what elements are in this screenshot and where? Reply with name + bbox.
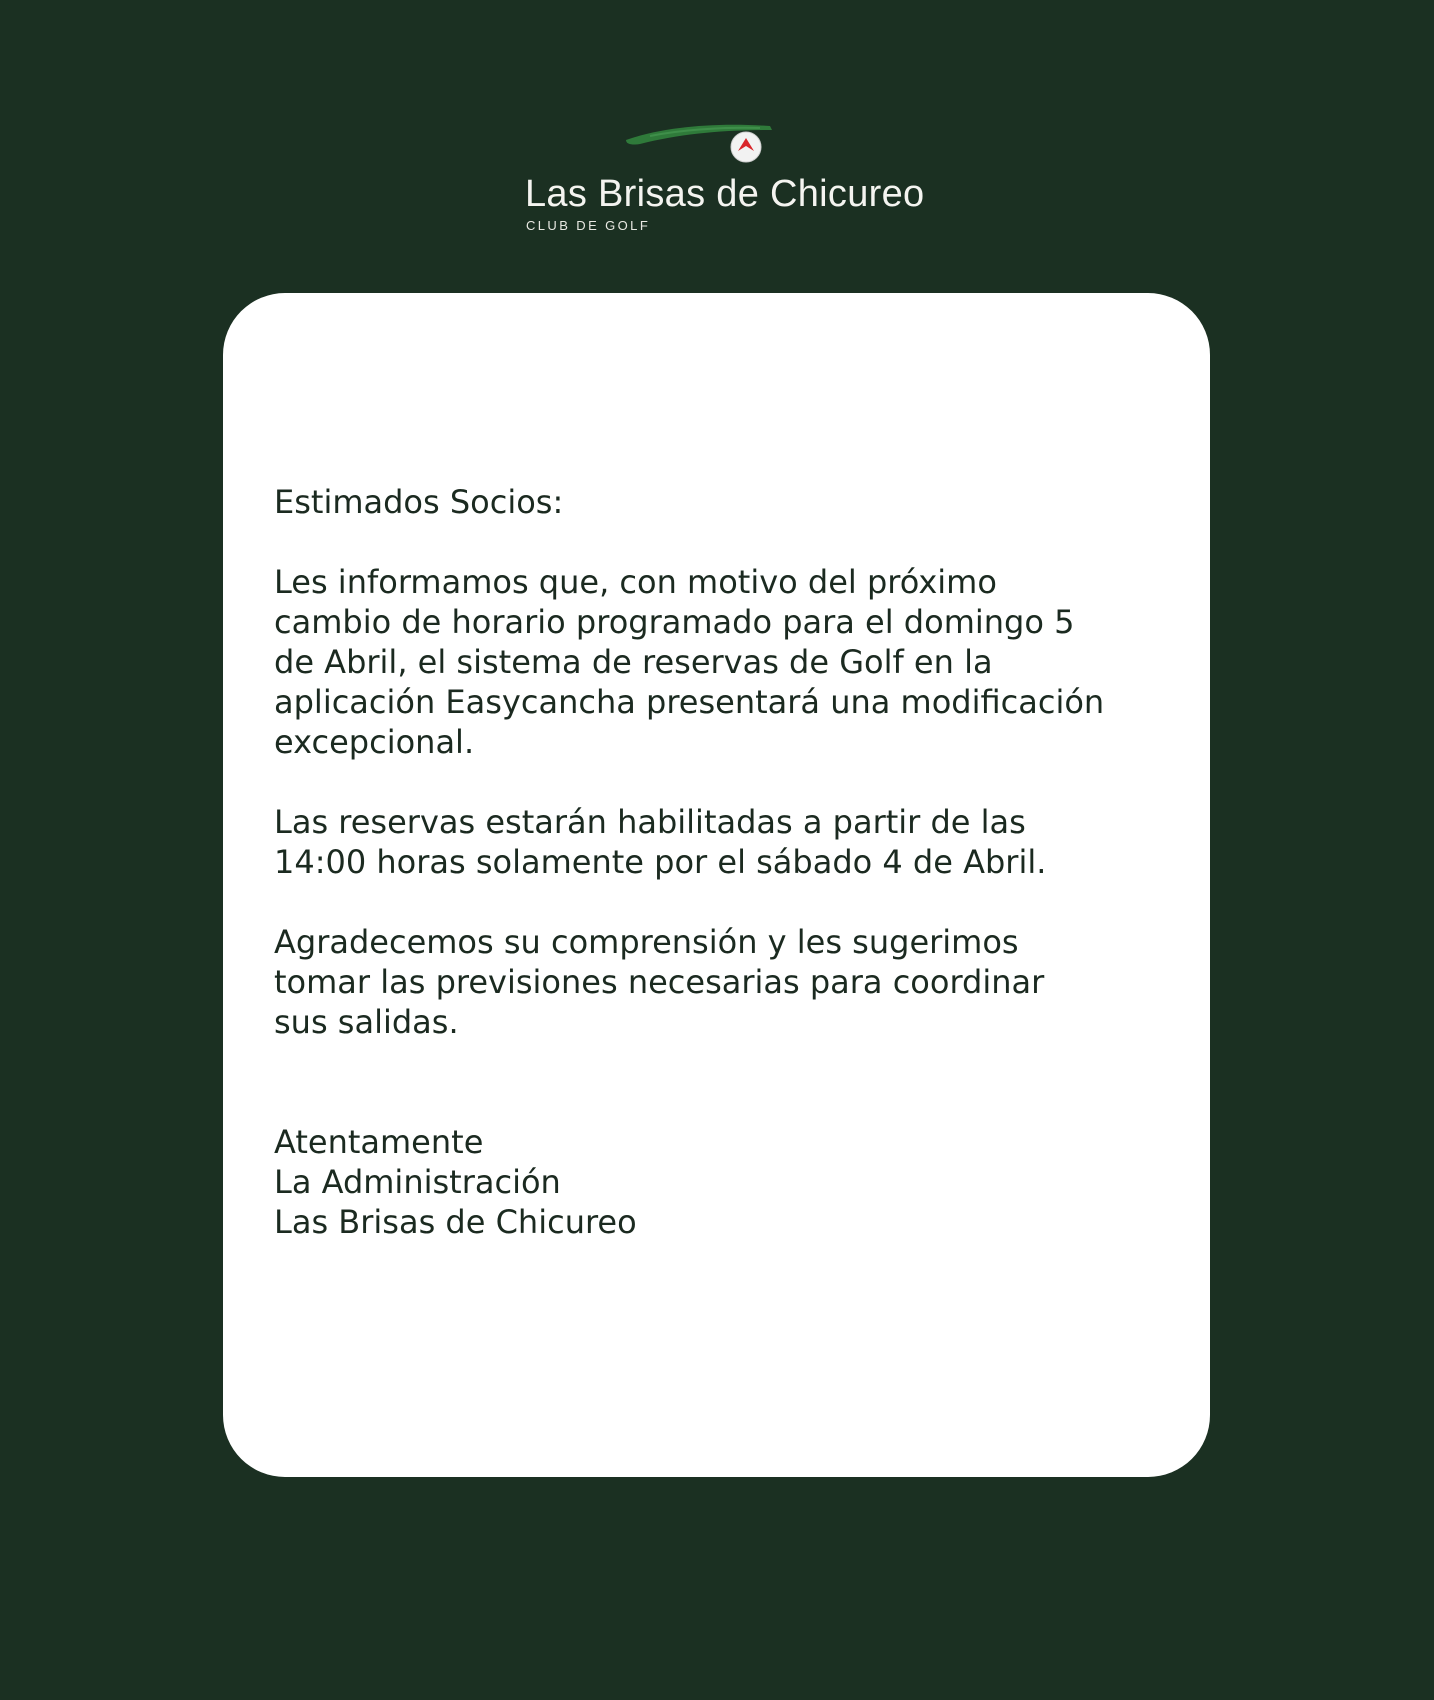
announcement-letter — [274, 482, 1174, 1242]
text-line: sus salidas. — [274, 1003, 459, 1041]
announcement-card — [223, 293, 1210, 1477]
text-line: excepcional. — [274, 723, 475, 761]
paragraph-schedule-change — [274, 562, 1174, 762]
text-line: Las reservas estarán habilitadas a partir de las — [274, 803, 1026, 841]
greeting — [274, 482, 1174, 522]
greeting-text: Estimados Socios: — [274, 483, 564, 521]
text-line: cambio de horario programado para el domingo 5 — [274, 603, 1075, 641]
signature-line: Atentamente — [274, 1123, 484, 1161]
club-logo — [520, 118, 925, 238]
signature-line: Las Brisas de Chicureo — [274, 1203, 637, 1241]
text-line: aplicación Easycancha presentará una modificación — [274, 683, 1105, 721]
signature-line: La Administración — [274, 1163, 561, 1201]
paragraph-thanks — [274, 922, 1174, 1042]
text-line: 14:00 horas solamente por el sábado 4 de Abril. — [274, 843, 1047, 881]
text-line: Agradecemos su comprensión y les sugerimos — [274, 923, 1019, 961]
text-line: de Abril, el sistema de reservas de Golf en la — [274, 643, 993, 681]
logo-subtitle: CLUB DE GOLF — [526, 218, 651, 233]
paragraph-reservations — [274, 802, 1174, 882]
signature — [274, 1122, 1174, 1242]
text-line: tomar las previsiones necesarias para coordinar — [274, 963, 1045, 1001]
logo-title: Las Brisas de Chicureo — [525, 173, 925, 215]
golf-ball-swoosh-icon — [620, 118, 790, 168]
text-line: Les informamos que, con motivo del próximo — [274, 563, 997, 601]
